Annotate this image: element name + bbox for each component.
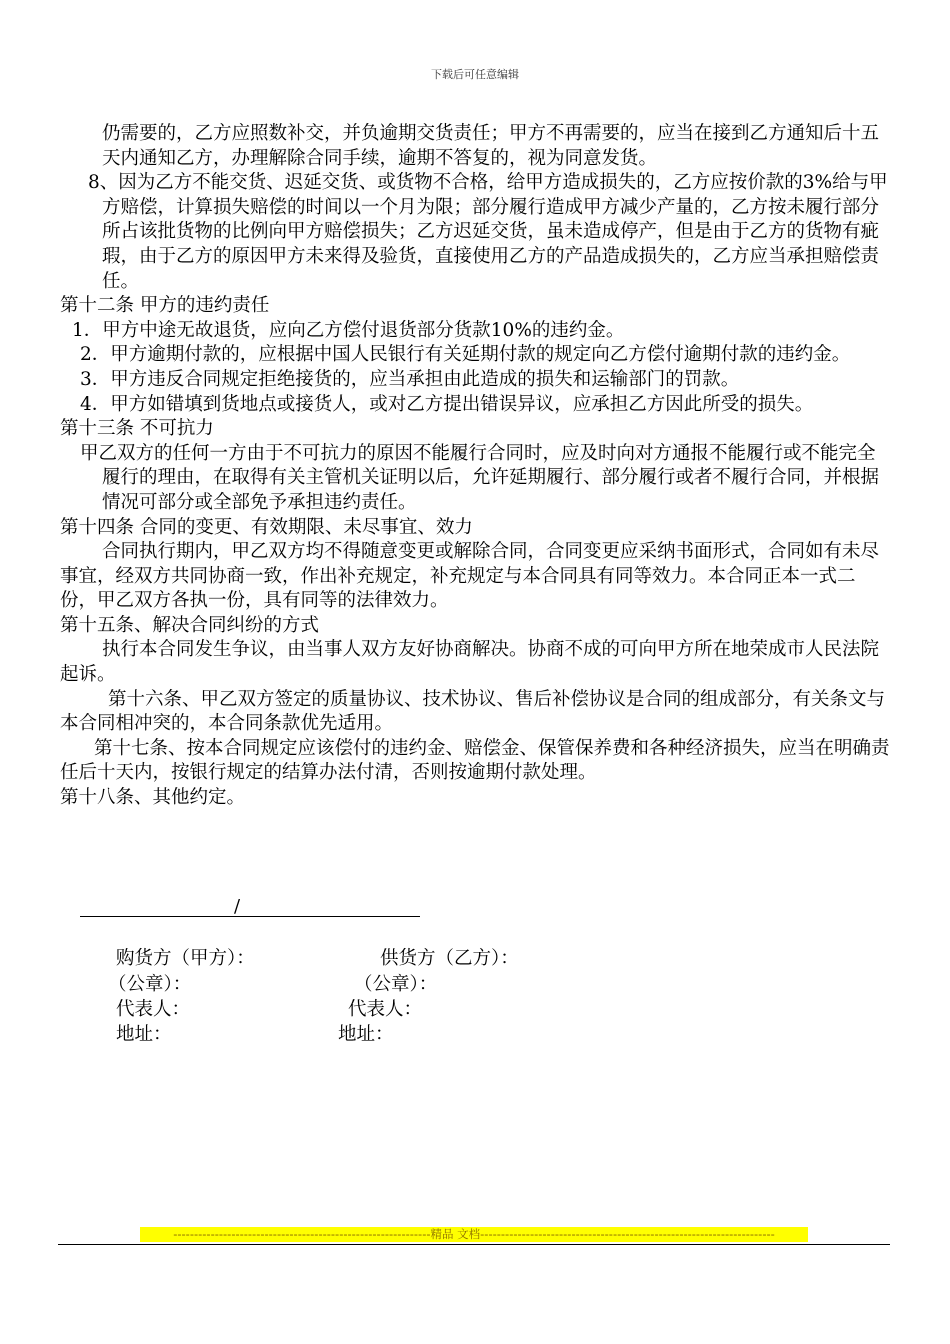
article-12-item-4: 4．甲方如错填到货地点或接货人，或对乙方提出错误异议，应承担乙方因此所受的损失。 bbox=[80, 393, 814, 415]
seller-label: 供货方（乙方）： bbox=[380, 948, 519, 969]
seller-address: 地址： bbox=[338, 1024, 394, 1045]
article-12-item-3: 3．甲方违反合同规定拒绝接货的，应当承担由此造成的损失和运输部门的罚款。 bbox=[80, 368, 740, 390]
footer-rule bbox=[58, 1244, 890, 1245]
footer-highlight-band: --------------------------------------------------------------精品 文档----------------------------------------------------------------------- bbox=[140, 1227, 808, 1242]
article-18-heading: 第十八条、其他约定。 bbox=[60, 787, 246, 809]
other-terms-underline bbox=[80, 915, 420, 917]
article-14-heading: 第十四条 合同的变更、有效期限、未尽事宜、效力 bbox=[60, 516, 473, 538]
paragraph-continuation: 仍需要的，乙方应照数补交，并负逾期交货责任；甲方不再需要的，应当在接到乙方通知后十五天内通知乙方，办理解除合同手续，逾期不答复的，视为同意发货。 bbox=[102, 123, 880, 169]
article-13-text: 甲乙双方的任何一方由于不可抗力的原因不能履行合同时，应及时向对方通报不能履行或不能完全履行的理由，在取得有关主管机关证明以后，允许延期履行、部分履行或者不履行合同，并根据情况可部分或全部免予承担违约责任。 bbox=[80, 442, 880, 513]
seller-seal: （公章）： bbox=[354, 974, 438, 995]
article-17-text: 第十七条、按本合同规定应该偿付的违约金、赔偿金、保管保养费和各种经济损失，应当在明确责任后十天内，按银行规定的结算办法付清，否则按逾期付款处理。 bbox=[60, 737, 890, 784]
article-13-heading: 第十三条 不可抗力 bbox=[60, 418, 214, 440]
seller-representative: 代表人： bbox=[348, 999, 423, 1020]
article-15-heading: 第十五条、解决合同纠纷的方式 bbox=[60, 614, 320, 636]
article-14-text: 合同执行期内，甲乙双方均不得随意变更或解除合同，合同变更应采纳书面形式，合同如有未尽事宜，经双方共同协商一致，作出补充规定，补充规定与本合同具有同等效力。本合同正本一式二份，甲乙双方各执一份，具有同等的法律效力。 bbox=[60, 541, 880, 612]
article-12-item-2: 2．甲方逾期付款的，应根据中国人民银行有关延期付款的规定向乙方偿付逾期付款的违约金。 bbox=[80, 344, 851, 366]
buyer-address: 地址： bbox=[116, 1024, 172, 1045]
article-12-heading: 第十二条 甲方的违约责任 bbox=[60, 295, 270, 317]
buyer-seal: （公章）： bbox=[108, 974, 192, 995]
clause-8: 8、因为乙方不能交货、迟延交货、或货物不合格，给甲方造成损失的，乙方应按价款的3%给与甲方赔偿，计算损失赔偿的时间以一个月为限；部分履行造成甲方减少产量的，乙方按未履行部分所占该批货物的比例向甲方赔偿损失；乙方迟延交货，虽未造成停产，但是由于乙方的货物有疵瑕，由于乙方的原因甲方未来得及验货，直接使用乙方的产品造成损失的，乙方应当承担赔偿责任。 bbox=[88, 172, 888, 292]
page-header-note: 下载后可任意编辑 bbox=[431, 68, 519, 81]
contract-body bbox=[60, 122, 892, 811]
buyer-representative: 代表人： bbox=[116, 999, 191, 1020]
other-terms-slash: / bbox=[234, 896, 241, 917]
buyer-label: 购货方（甲方）： bbox=[116, 948, 255, 969]
article-15-text: 执行本合同发生争议，由当事人双方友好协商解决。协商不成的可向甲方所在地荣成市人民法院起诉。 bbox=[60, 639, 880, 686]
article-16-text: 第十六条、甲乙双方签定的质量协议、技术协议、售后补偿协议是合同的组成部分，有关条文与本合同相冲突的，本合同条款优先适用。 bbox=[60, 688, 886, 735]
article-12-item-1: 1．甲方中途无故退货，应向乙方偿付退货部分货款10%的违约金。 bbox=[72, 319, 625, 341]
